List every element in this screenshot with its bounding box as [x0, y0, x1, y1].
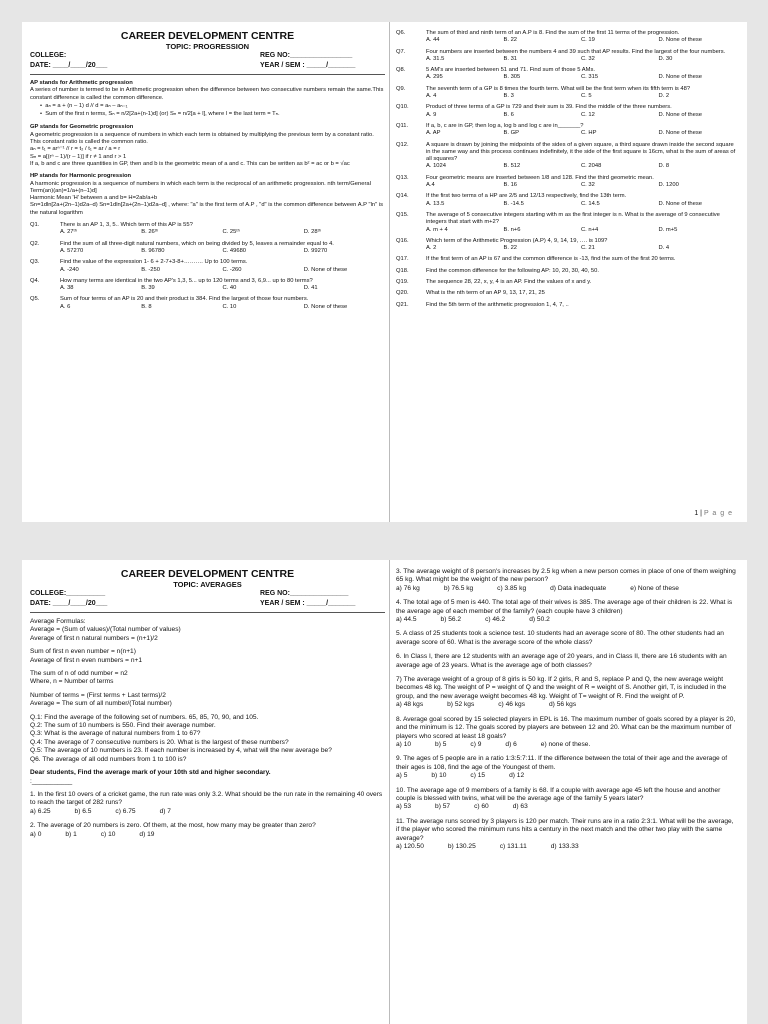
question-item: [396, 787, 738, 812]
date-field: DATE: ____/____/20___: [30, 600, 108, 607]
question-text: Four geometric means are inserted between 1/8 and 128. Find the third geometric mean.: [426, 174, 654, 181]
answer-option: a) 48 kgs: [396, 701, 424, 709]
ap-formula-1: • aₙ = a + (n – 1) d // d = aₙ – aₙ₋₁: [40, 102, 128, 109]
question-number: Q5.: [30, 296, 40, 303]
gp-formula-2: Sₙ = a[(rⁿ – 1)/(r – 1)] if r ≠ 1 and r > 1: [30, 153, 127, 160]
question-text: Which term of the Arithmetic Progression (A.P) 4, 9, 14, 19, …. is 109?: [426, 237, 608, 244]
formula-line: The sum of n of odd number = n2: [30, 670, 128, 678]
formula-line: Q6. The average of all odd numbers from 1 to 100 is?: [30, 755, 187, 763]
question-text: Sum of four terms of an AP is 20 and their product is 384. Find the largest of those four numbers.: [60, 296, 309, 303]
question-text: 2. The average of 20 numbers is zero. Of them, at the most, how many may be greater than zero?: [30, 822, 316, 830]
answer-option: D. 41: [303, 285, 318, 292]
question-body: [426, 67, 736, 82]
ap-text: A series of number is termed to be in Arithmetic progression when the difference between two consecutive numbers remain the same.This constant difference is called the common difference.: [30, 87, 384, 101]
question-item: [396, 30, 736, 45]
answer-options: [426, 227, 736, 234]
answer-option: A. 295: [426, 74, 443, 81]
question-item: [396, 175, 736, 190]
question-body: [426, 193, 736, 208]
answer-option: c) 60: [474, 803, 489, 811]
question-number: Q16.: [396, 237, 409, 244]
answer-options: [426, 163, 736, 170]
answer-option: d) 133.33: [550, 842, 579, 850]
dear-students-prompt: Dear students, Find the average mark of your 10th std and higher secondary.: [30, 769, 271, 777]
answer-option: c) 15: [470, 772, 486, 780]
question-body: [426, 86, 736, 101]
answer-options: [426, 201, 736, 208]
answer-option: C. 32: [581, 55, 595, 62]
answer-option: A. AP: [426, 130, 441, 137]
answer-option: D. None of these: [658, 130, 703, 137]
answer-option: D. 99270: [303, 247, 328, 254]
question-item: [30, 222, 385, 237]
formula-line: Average of first n natural numbers = (n+1)/2: [30, 634, 158, 642]
answer-option: d) 50.2: [529, 616, 550, 624]
answer-option: C. 40: [222, 285, 237, 292]
right-column: [396, 30, 736, 313]
answer-option: a) 53: [396, 803, 412, 811]
formula-line: Q.4: The average of 7 consecutive numbers is 20. What is the largest of these numbers?: [30, 738, 289, 746]
question-item: [396, 123, 736, 138]
answer-option: C. HP: [581, 130, 597, 137]
answer-option: B. 16: [503, 182, 518, 189]
question-text: The sequence 28, 22, x, y, 4 is an AP. Find the values of x and y.: [426, 279, 592, 286]
answer-option: D. None of these: [658, 200, 703, 207]
answer-option: C. 5: [581, 93, 592, 100]
ap-formula-2: • Sum of the first n terms, Sₙ = n/2[2a+(n-1)d] (or) Sₙ = n/2[a + l], where l = the last term = Tₙ.: [40, 111, 280, 118]
answer-option: a) 5: [396, 772, 408, 780]
question-number: Q8.: [396, 67, 406, 74]
answer-option: d) 12: [509, 772, 525, 780]
answer-option: A. 38: [60, 285, 74, 292]
question-text: The sum of third and ninth term of an A.P is 8. Find the sum of the first 11 terms of the progression.: [426, 30, 680, 36]
question-item: [396, 256, 736, 263]
question-item: [30, 296, 385, 311]
question-number: Q10.: [396, 104, 409, 111]
page-label: P a g e: [703, 510, 733, 517]
question-body: [426, 212, 736, 234]
answer-option: A. 6: [60, 303, 71, 310]
answer-options: [60, 248, 385, 255]
answer-option: D. None of these: [658, 111, 703, 118]
page-number: 1 |: [694, 510, 702, 517]
answer-option: C. -260: [222, 266, 242, 273]
question-list-right: [396, 30, 736, 309]
answer-option: B. 26ᵗʰ: [141, 229, 159, 236]
answer-option: D. 30: [658, 55, 673, 62]
question-body: [426, 142, 736, 171]
question-item: [396, 755, 738, 780]
question-text: 9. The ages of 5 people are in a ratio 1:3:5:7:11. If the difference between the total of their age and the average of their ages is 108, find the age of the Youngest of them.: [396, 755, 728, 771]
answer-option: a) 10: [396, 740, 412, 748]
answer-option: a) 44.5: [396, 616, 417, 624]
question-item: [396, 49, 736, 64]
question-text: Find the value of the expression 1- 6 + 2-7+3-8+………. Up to 100 terms.: [60, 259, 248, 266]
question-body: [426, 268, 736, 275]
question-body: [426, 238, 736, 253]
question-list-right: [396, 568, 738, 851]
answer-option: C. 25ᵗʰ: [222, 229, 240, 236]
answer-option: e) None of these: [630, 584, 679, 592]
answer-option: B. 22: [503, 37, 518, 44]
answer-option: C. 19: [581, 37, 595, 44]
left-column: [30, 30, 385, 315]
answer-option: b) 56.2: [440, 616, 462, 624]
question-body: [426, 256, 736, 263]
question-body: [426, 279, 736, 286]
answer-options: [396, 843, 738, 851]
answer-options: [426, 182, 736, 189]
question-item: [396, 302, 736, 309]
answer-options: [396, 772, 738, 780]
answer-option: b) 5: [435, 740, 447, 748]
year-sem-field: YEAR / SEM : _____/_______: [260, 62, 356, 69]
answer-option: C. 12: [581, 111, 595, 118]
question-body: [426, 123, 736, 138]
answer-option: A. 1024: [426, 163, 446, 170]
answer-option: B. GP: [503, 130, 519, 137]
question-number: Q13.: [396, 174, 409, 181]
left-column: [30, 568, 385, 845]
right-column: [396, 568, 738, 857]
question-list-left: [30, 222, 385, 311]
question-text: The average of 5 consecutive integers starting with m as the first integer is n. What is the average of 9 consecutive integers that start with m+2?: [426, 211, 720, 226]
answer-option: c) 131.11: [499, 842, 527, 850]
question-number: Q17.: [396, 256, 409, 263]
answer-option: B. 6: [503, 111, 514, 118]
question-item: [396, 716, 738, 750]
question-list-left: [30, 791, 385, 839]
question-item: [396, 653, 738, 670]
question-text: 11. The average runs scored by 3 players is 120 per match. Their runs are in a ratio 2:3:1. What will be the average, if the player who scored the minimum runs hits a century in the next match and the other two play with the same average?: [396, 817, 734, 842]
formula-line: Sum of first n even number = n(n+1): [30, 648, 136, 656]
question-item: [30, 241, 385, 256]
formula-line: Average = The sum of all number/(Total number): [30, 700, 172, 708]
column-divider: [389, 560, 390, 1024]
answer-option: c) 6.75: [115, 807, 136, 815]
question-number: Q12.: [396, 141, 409, 148]
gp-formula-1: aₙ = t₁ = arⁿ⁻¹ // r = t₂ / t₁ = ar / a = r: [30, 146, 121, 153]
question-text: Find the 5th term of the arithmetic progression 1, 4, 7, ..: [426, 301, 569, 308]
answer-options: [396, 585, 738, 593]
hp-text: A harmonic progression is a sequence of numbers in which each term is the reciprocal of an arithmetic progression. nth term/General Term(an)(an)=1/a+(n–1)d]: [30, 180, 371, 194]
formula-list: [30, 618, 385, 764]
answer-option: C. 21: [581, 245, 595, 252]
question-body: [426, 302, 736, 309]
question-text: How many terms are identical in the two AP's 1,3, 5... up to 120 terms and 3, 6,9... up to 80 terms?: [60, 277, 313, 284]
answer-option: b) 57: [435, 803, 451, 811]
gp-text: A geometric progression is a sequence of numbers in which each term is obtained by multiplying the previous term by a constant ratio. This constant ratio is called the common ratio.: [30, 131, 374, 146]
question-text: 3. The average weight of 8 person's increases by 2.5 kg when a new person comes in place of one of them weighing 65 kg. What might be the weight of the new person?: [396, 568, 736, 584]
answer-options: [396, 741, 738, 749]
question-body: [426, 290, 736, 297]
answer-option: B. 31: [503, 55, 518, 62]
answer-option: C. 2048: [581, 163, 602, 170]
answer-options: [426, 74, 736, 81]
answer-option: A. 44: [426, 37, 440, 44]
page-footer: [694, 510, 733, 517]
formula-line: Q.3: What is the average of natural numbers from 1 to 67?: [30, 730, 201, 738]
answer-option: a) 6.25: [30, 807, 51, 815]
question-text: 4. The total age of 5 men is 440. The total age of their wives is 385. The average age of their children is 22. What is the average age of each member of the family? (each couple have 3 children): [396, 599, 733, 615]
reg-no-field: REG NO:_______________: [260, 590, 349, 597]
header-divider: [30, 612, 385, 613]
answer-option: B. 39: [141, 285, 155, 292]
answer-option: d) 63: [512, 803, 528, 811]
formula-line: Number of terms = (First terms + Last terms)/2: [30, 691, 166, 699]
answer-option: d) Data inadequate: [550, 584, 607, 592]
page-title: CAREER DEVELOPMENT CENTRE: [120, 30, 295, 42]
college-field: COLLEGE:: [30, 52, 67, 59]
gp-heading: GP stands for Geometric progression: [30, 124, 134, 131]
question-number: Q18.: [396, 267, 409, 274]
answer-option: B. -14.5: [503, 200, 524, 207]
question-item: [396, 193, 736, 208]
topic-heading: TOPIC: AVERAGES: [173, 580, 242, 589]
page-title: CAREER DEVELOPMENT CENTRE: [120, 568, 295, 580]
answer-option: d) 6: [505, 740, 517, 748]
answer-options: [426, 37, 736, 44]
question-number: Q6.: [396, 30, 406, 36]
answer-option: A. -240: [60, 266, 79, 273]
answer-option: B. 22: [503, 245, 518, 252]
question-number: Q2.: [30, 240, 40, 247]
question-text: 6. In Class I, there are 12 students with an average age of 20 years, and in Class II, there are 16 students with an average age of 23 years. What is the average age of both classes?: [396, 653, 727, 669]
formula-line: Q.1: Find the average of the following set of numbers. 65, 85, 70, 90, and 105.: [30, 713, 259, 721]
worksheet-progression: [22, 22, 747, 522]
question-number: Q14.: [396, 193, 409, 200]
question-text: 8. Average goal scored by 15 selected players in EPL is 16. The maximum number of goals scored by a player is 20, and the minimum is 12. The goals scored by players are between 12 and 20. What can be the maximum number of players who scored at least 18 goals?: [396, 715, 736, 740]
question-number: Q9.: [396, 85, 406, 92]
answer-option: C. 10: [222, 303, 237, 310]
question-number: Q3.: [30, 259, 40, 266]
question-number: Q20.: [396, 290, 409, 297]
answer-options: [396, 803, 738, 811]
question-item: [396, 568, 738, 593]
question-item: [30, 278, 385, 293]
question-text: 5. A class of 25 students took a science test. 10 students had an average score of 80. The other students had an average score of 60. What is the average score of the whole class?: [396, 630, 724, 646]
answer-option: A. 27ᵗʰ: [60, 229, 78, 236]
formula-line: Q.2: The sum of 10 numbers is 550. Find their average number.: [30, 722, 216, 730]
answer-option: c) 9: [470, 740, 482, 748]
question-text: There is an AP 1, 3, 5.. Which term of this AP is 55?: [60, 222, 193, 229]
answer-option: b) 76.5 kg: [443, 584, 474, 592]
answer-options: [426, 112, 736, 119]
topic-heading: TOPIC: PROGRESSION: [165, 42, 250, 51]
question-item: [30, 791, 385, 816]
answer-option: C. 14.5: [581, 200, 600, 207]
answer-options: [426, 93, 736, 100]
answer-option: D. None of these: [303, 266, 348, 273]
answer-options: [60, 229, 385, 236]
answer-option: B. 96780: [141, 247, 165, 254]
answer-option: A. 57270: [60, 247, 84, 254]
answer-option: D. None of these: [303, 303, 348, 310]
answer-option: b) 6.5: [74, 807, 92, 815]
question-number: Q15.: [396, 211, 409, 218]
question-item: [396, 676, 738, 710]
question-text: Four numbers are inserted between the numbers 4 and 39 such that AP results. Find the largest of the four numbers.: [426, 48, 726, 55]
question-text: What is the nth term of an AP 9, 13, 17, 21, 25: [426, 290, 545, 297]
question-text: If a, b, c are in GP, then log a, log b and log c are in_______?: [426, 122, 584, 129]
answer-option: B. 305: [503, 74, 521, 81]
formula-line: Average of first n even numbers = n+1: [30, 656, 143, 664]
answer-option: D. m+5: [658, 226, 678, 233]
answer-option: D. 2: [658, 93, 670, 100]
answer-option: a) 76 kg: [396, 584, 420, 592]
question-text: 5 AM's are inserted between 51 and 71. Find sum of those 5 AMs.: [426, 67, 595, 74]
answer-options: [60, 267, 385, 274]
ap-heading: AP stands for Arithmetic progression: [30, 80, 133, 86]
question-body: [60, 241, 385, 256]
answer-option: A.4: [426, 182, 435, 189]
answer-options: [426, 130, 736, 137]
question-body: [426, 30, 736, 45]
column-divider: [389, 22, 390, 522]
question-text: The seventh term of a GP is 8 times the fourth term. What will be the first term when its fifth term is 48?: [426, 85, 691, 92]
year-sem-field: YEAR / SEM : _____/_______: [260, 600, 356, 607]
answer-options: [30, 808, 385, 816]
answer-option: D. None of these: [658, 74, 703, 81]
answer-option: A. 9: [426, 111, 437, 118]
question-number: Q1.: [30, 222, 40, 229]
answer-option: A. 4: [426, 93, 437, 100]
header-divider: [30, 74, 385, 75]
answer-option: C. 49680: [222, 247, 247, 254]
question-item: [396, 238, 736, 253]
answer-option: D. None of these: [658, 37, 703, 44]
formula-line: Average Formulas:: [30, 618, 86, 625]
question-item: [396, 630, 738, 647]
answer-option: B. 512: [503, 163, 521, 170]
answer-option: b) 52 kgs: [447, 701, 475, 709]
question-text: 7) The average weight of a group of 8 girls is 50 kg. If 2 girls, R and S, replace P and Q, the new average weight becomes 48 kg. The weight of P = weight of Q and the weight of R = weight of S. Another girl, T, is included in the group, and the new average weight becomes 48 kg. Weight of T= weight of R. Find the weight of P.: [396, 676, 727, 700]
formula-line: Q.5: The average of 10 numbers is 23. If each number is increased by 4, what will the new average be?: [30, 747, 332, 755]
question-text: If the first term of an AP is 67 and the common difference is -13, find the sum of the first 20 terms.: [426, 256, 676, 263]
answer-line: :___________: [30, 777, 73, 785]
answer-options: [396, 701, 738, 709]
answer-option: B. -250: [141, 266, 160, 273]
question-item: [396, 67, 736, 82]
answer-option: a) 120.50: [396, 842, 424, 850]
question-body: [60, 222, 385, 237]
answer-option: B. n+6: [503, 226, 521, 233]
answer-option: D. 1200: [658, 182, 679, 189]
answer-option: B. 8: [141, 303, 152, 310]
answer-option: C. n+4: [581, 226, 599, 233]
question-text: Product of three terms of a GP is 729 and their sum is 39. Find the middle of the three numbers.: [426, 104, 672, 111]
answer-option: d) 19: [139, 830, 155, 838]
answer-option: C. 315: [581, 74, 599, 81]
question-item: [396, 104, 736, 119]
answer-option: c) 10: [100, 830, 116, 838]
answer-option: D. 28ᵗʰ: [303, 229, 322, 236]
date-field: DATE: ____/____/20___: [30, 62, 108, 69]
question-text: 1. In the first 10 overs of a cricket game, the run rate was only 3.2. What should be the run rate in the remaining 40 overs to reach the target of 282 runs?: [30, 790, 383, 807]
answer-option: c) 46.2: [485, 616, 506, 624]
question-body: [60, 259, 385, 274]
question-item: [396, 290, 736, 297]
answer-option: A. m + 4: [426, 226, 448, 233]
question-text: 10. The average age of 9 members of a family is 68. If a couple with average age 45 left the house and another couple is blessed with twins, what will be the average age of the family 5 years later?: [396, 786, 721, 802]
question-item: [396, 268, 736, 275]
question-item: [396, 86, 736, 101]
answer-option: c) 3.85 kg: [497, 584, 527, 592]
question-item: [396, 818, 738, 852]
answer-options: [426, 56, 736, 63]
formula-line: Average = (Sum of values)/(Total number of values): [30, 626, 181, 634]
question-body: [60, 296, 385, 311]
question-body: [426, 175, 736, 190]
question-number: Q19.: [396, 279, 409, 286]
question-number: Q7.: [396, 48, 406, 55]
question-item: [396, 279, 736, 286]
question-body: [426, 104, 736, 119]
question-text: Find the sum of all three-digit natural numbers, which on being divided by 5, leaves a remainder equal to 4.: [60, 240, 334, 247]
answer-option: b) 10: [431, 772, 447, 780]
answer-options: [426, 245, 736, 252]
answer-option: A. 13.5: [426, 200, 445, 207]
answer-option: d) 7: [159, 807, 171, 815]
question-item: [396, 599, 738, 624]
question-item: [30, 259, 385, 274]
answer-option: b) 130.25: [447, 842, 476, 850]
answer-option: e) none of these.: [540, 740, 591, 748]
answer-option: B. 3: [503, 93, 514, 100]
answer-option: b) 1: [65, 830, 77, 838]
hp-harmonic-mean: Harmonic Mean 'H' between a and b= H=2ab/a+b: [30, 195, 158, 202]
question-item: [30, 822, 385, 839]
reg-no-field: REG NO:________________: [260, 52, 353, 59]
answer-options: [396, 616, 738, 624]
answer-option: d) 56 kgs: [549, 701, 577, 709]
question-text: A square is drawn by joining the midpoints of the sides of a given square, a third square drawn inside the second square in the same way and this process continues indefinitely, it the side of the first square is 16cm, what is the sum of areas of all squares?: [426, 141, 736, 163]
hp-heading: HP stands for Harmonic progression: [30, 173, 132, 180]
answer-option: D. 4: [658, 245, 670, 252]
answer-options: [60, 285, 385, 292]
worksheet-averages: [22, 560, 747, 1024]
answer-option: D. 8: [658, 163, 670, 170]
question-text: Find the common difference for the following AP: 10, 20, 30, 40, 50.: [426, 267, 599, 274]
answer-option: A. 31.5: [426, 55, 445, 62]
answer-options: [30, 831, 385, 839]
question-item: [396, 142, 736, 171]
answer-option: C. 32: [581, 182, 595, 189]
question-body: [60, 278, 385, 293]
question-body: [426, 49, 736, 64]
college-field: COLLEGE:__________: [30, 590, 106, 597]
question-number: Q4.: [30, 277, 40, 284]
question-text: If the first two terms of a HP are 2/5 and 12/13 respectively, find the 13th term.: [426, 193, 627, 200]
question-item: [396, 212, 736, 234]
answer-option: A. 2: [426, 245, 437, 252]
answer-options: [60, 304, 385, 311]
formula-line: Where, n = Number of terms: [30, 678, 114, 686]
answer-option: c) 46 kgs: [498, 701, 526, 709]
answer-option: a) 0: [30, 830, 42, 838]
hp-sum-formula: Sn=1dln[2a+(2n–1)d2a–d) Sn=1dln⁡[2a+(2n–1)d2a–d] , where: "a" is the first term of A.P , "d" is the common difference between A.P "ln" is the natural logarithm: [30, 202, 383, 216]
question-number: Q11.: [396, 122, 409, 129]
question-number: Q21.: [396, 301, 409, 308]
gp-formula-3: If a, b and c are three quantities in GP, then and b is the geometric mean of a and c. This can be written as b² = ac or b = √ac: [30, 160, 350, 167]
